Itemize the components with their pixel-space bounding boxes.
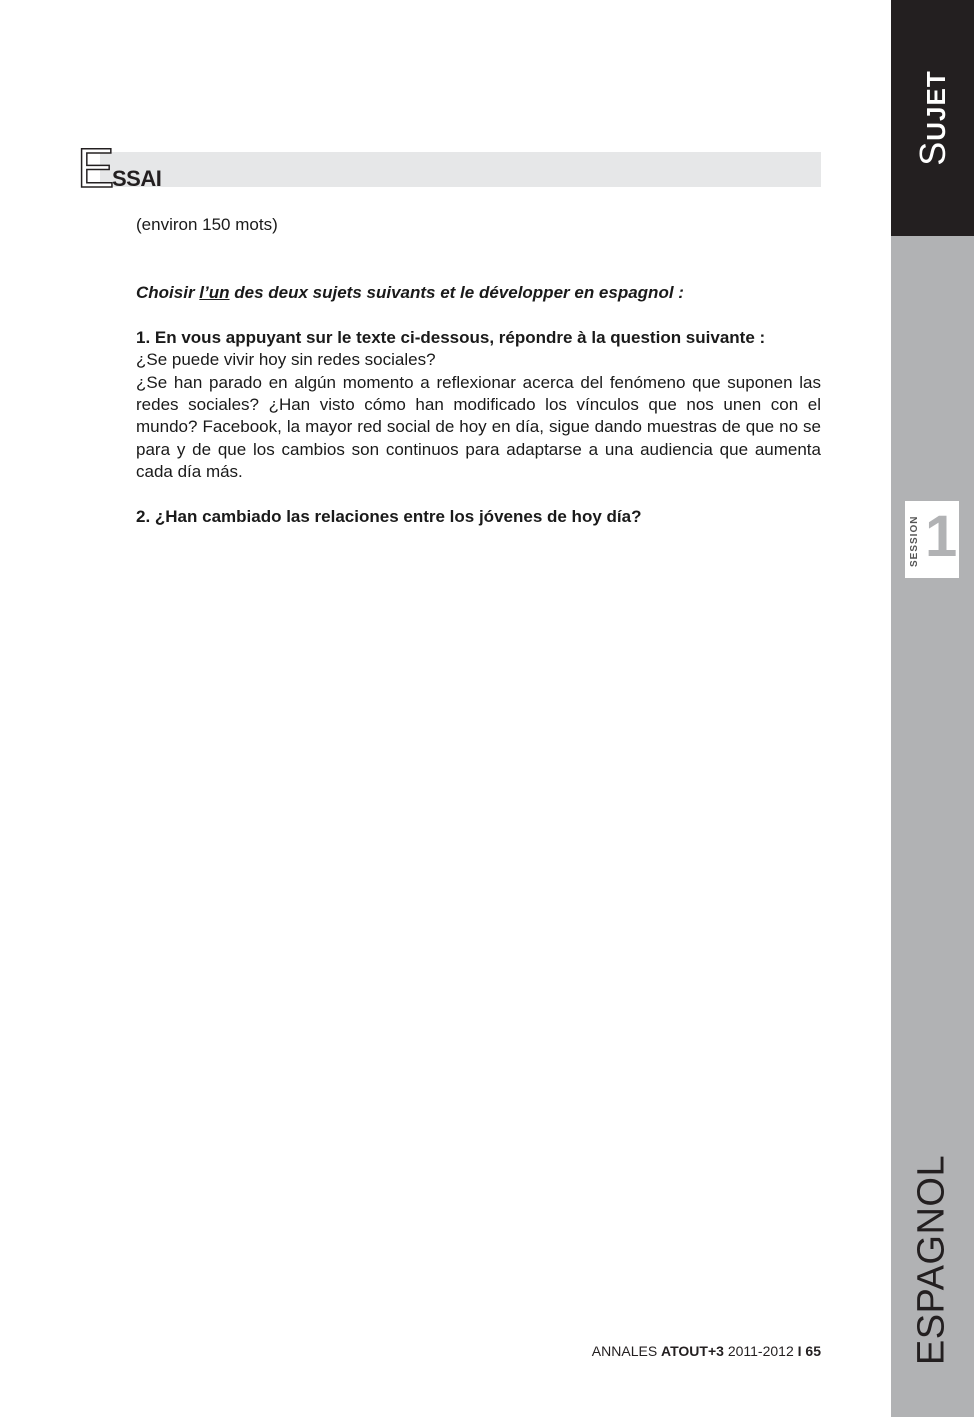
subject-label: ESPAGNOL — [910, 1154, 953, 1366]
page-number: I 65 — [797, 1343, 821, 1359]
heading-title: SSAI — [112, 166, 162, 191]
session-number: 1 — [925, 504, 958, 569]
question-1-text: ¿Se han parado en algún momento a reflexionar acerca del fenómeno que suponen las redes sociales? ¿Han visto cómo han modificado los vínculos que nos unen con el mundo? Facebook, la mayor red social de hoy en día, sigue dando muestras de que no se para y de que los cambios son continuos para adaptarse a una audiencia que aumenta cada día más. — [136, 372, 821, 482]
instruction: Choisir l’un des deux sujets suivants et le développer en espagnol : — [136, 283, 684, 303]
question-2: 2. ¿Han cambiado las relaciones entre los jóvenes de hoy día? — [136, 506, 642, 526]
instruction-underlined: l’un — [199, 283, 230, 303]
heading-initial: E — [77, 136, 115, 199]
question-1-title: 1. En vous appuyant sur le texte ci-dessous, répondre à la question suivante : — [136, 327, 766, 347]
heading-bar — [100, 152, 821, 187]
session-label: SESSION — [909, 515, 920, 567]
question-1-question: ¿Se puede vivir hoy sin redes sociales? — [136, 350, 436, 370]
essay-content — [136, 214, 821, 528]
section-tab — [891, 0, 974, 236]
word-count: (environ 150 mots) — [136, 215, 278, 234]
session-badge — [905, 501, 959, 578]
page-footer: ANNALES ATOUT+3 2011-2012 I 65 — [591, 1343, 821, 1359]
section-label: SUJET — [911, 70, 953, 166]
